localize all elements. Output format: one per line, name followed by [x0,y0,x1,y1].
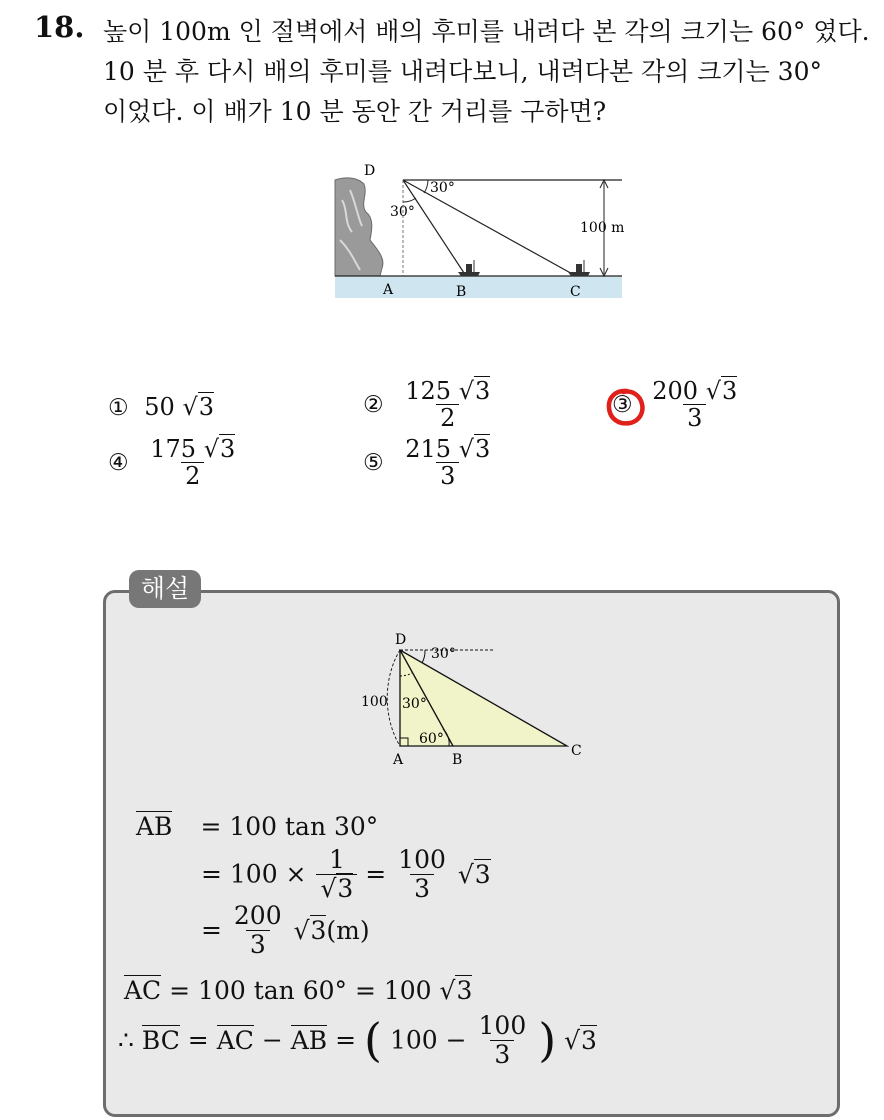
label-a: A [383,282,394,298]
question-line-2: 10 분 후 다시 배의 후미를 내려다보니, 내려다본 각의 크기는 30° [103,57,822,86]
option-1-mark: ① [108,395,129,421]
label-b: B [456,284,467,300]
sol-label-a: A [393,752,404,768]
solution-tag: 해설 [129,570,201,608]
solution-triangle-figure [355,628,595,770]
option-1[interactable]: ① 50 √3 [108,393,215,421]
ship-c [568,260,590,276]
cliff-shape [335,178,383,276]
label-d: D [364,163,376,179]
line-of-sight-c [403,180,576,276]
solution-line-1: AB = 100 tan 30° [136,812,379,841]
option-5-mark: ⑤ [363,449,384,476]
sol-angle-top: 30° [431,646,456,662]
option-5[interactable]: ⑤ $\frac{215 √3}{3}$ [363,435,491,491]
angle-side-label: 30° [390,204,415,220]
option-4-mark: ④ [108,449,129,476]
angle-top-label: 30° [430,180,455,196]
solution-line-2: = 100 × $\frac{1}{√3}$ = $\frac{100}{3}$ √3 [201,845,491,903]
sol-angle-inner: 30° [402,696,427,712]
selected-answer-circle [603,385,651,431]
cliff-figure [330,160,630,300]
solution-line-4: AC = 100 tan 60° = 100 √3 [124,976,473,1005]
sol-side-label: 100 [361,694,388,710]
solution-line-3: = $\frac{200}{3}$ √3(m) [201,901,370,959]
question-line-1: 높이 100m 인 절벽에서 배의 후미를 내려다 본 각의 크기는 60° 였다. [103,17,870,46]
option-4[interactable]: ④ $\frac{175 √3}{2}$ [108,435,236,491]
option-2[interactable]: ② $\frac{125 √3}{2}$ [363,377,491,433]
label-c: C [570,284,581,300]
question-line-3: 이었다. 이 배가 10 분 동안 간 거리를 구하면? [103,97,607,126]
height-label: 100 m [580,220,625,236]
sol-label-b: B [452,752,463,768]
option-3-mark: ③ [612,391,633,418]
sol-angle-base: 60° [419,731,444,747]
sol-label-c: C [571,743,582,759]
sol-label-d: D [395,632,407,648]
solution-line-5: ∴ BC = AC − AB = ( 100 − $\frac{100}{3}$ ) √3 [118,1011,597,1069]
option-3[interactable]: ③ $\frac{200 √3}{3}$ [612,377,738,433]
option-2-mark: ② [363,391,384,418]
question-number: 18. [34,10,85,44]
